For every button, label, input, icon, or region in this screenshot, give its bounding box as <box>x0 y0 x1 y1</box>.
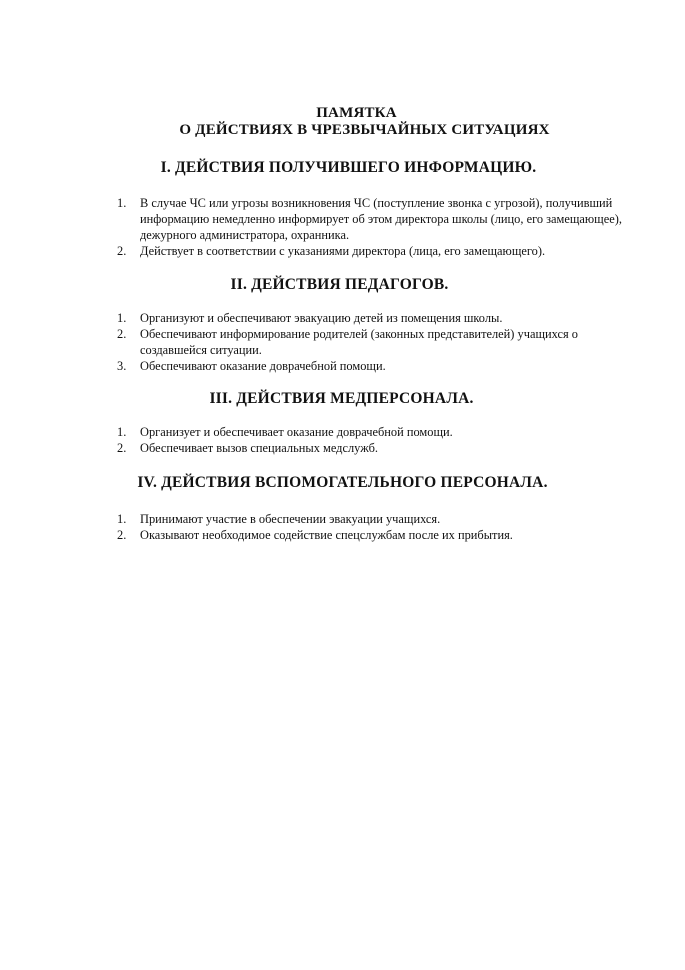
list-item-text: Организуют и обеспечивают эвакуацию детей из помещения школы. <box>140 311 503 325</box>
list-item <box>117 424 647 440</box>
list-item-number: 1. <box>117 311 127 325</box>
list-item-text: В случае ЧС или угрозы возникновения ЧС (поступление звонка с угрозой), получивший информацию немедленно информирует об этом директора школы (лицо, его замещающее), дежурного администратора, охранника. <box>140 196 622 242</box>
list-item <box>117 440 647 456</box>
list-item <box>117 195 647 243</box>
list-item <box>117 511 647 527</box>
document-title-line-2: О ДЕЙСТВИЯХ В ЧРЕЗВЫЧАЙНЫХ СИТУАЦИЯХ <box>179 122 550 138</box>
list-item-text: Принимают участие в обеспечении эвакуации учащихся. <box>140 512 441 526</box>
section-heading-4: IV. ДЕЙСТВИЯ ВСПОМОГАТЕЛЬНОГО ПЕРСОНАЛА. <box>137 474 548 491</box>
list-item-number: 2. <box>117 441 127 455</box>
list-item-number: 1. <box>117 196 127 210</box>
list-item-text: Действует в соответствии с указаниями директора (лица, его замещающего). <box>140 244 546 258</box>
list-item <box>117 527 647 543</box>
section-3-list <box>117 424 647 456</box>
list-item <box>117 326 647 358</box>
list-item-number: 2. <box>117 244 127 258</box>
section-1-list <box>117 195 647 259</box>
list-item-text: Обеспечивают оказание доврачебной помощи. <box>140 359 386 373</box>
list-item-number: 1. <box>117 512 127 526</box>
list-item <box>117 358 647 374</box>
list-item-text: Организует и обеспечивает оказание доврачебной помощи. <box>140 425 453 439</box>
list-item-text: Оказывают необходимое содействие спецслужбам после их прибытия. <box>140 528 513 542</box>
list-item-text: Обеспечивают информирование родителей (законных представителей) учащихся о создавшейся ситуации. <box>140 327 578 357</box>
section-heading-1: I. ДЕЙСТВИЯ ПОЛУЧИВШЕГО ИНФОРМАЦИЮ. <box>160 159 537 176</box>
list-item-number: 3. <box>117 359 127 373</box>
list-item <box>117 243 647 259</box>
list-item-number: 2. <box>117 327 127 341</box>
list-item-number: 2. <box>117 528 127 542</box>
list-item-number: 1. <box>117 425 127 439</box>
list-item <box>117 310 647 326</box>
document-title-line-1: ПАМЯТКА <box>316 105 397 121</box>
section-2-list <box>117 310 647 374</box>
section-heading-2: II. ДЕЙСТВИЯ ПЕДАГОГОВ. <box>230 276 449 293</box>
section-4-list <box>117 511 647 543</box>
list-item-text: Обеспечивает вызов специальных медслужб. <box>140 441 378 455</box>
section-heading-3: III. ДЕЙСТВИЯ МЕДПЕРСОНАЛА. <box>209 390 474 407</box>
